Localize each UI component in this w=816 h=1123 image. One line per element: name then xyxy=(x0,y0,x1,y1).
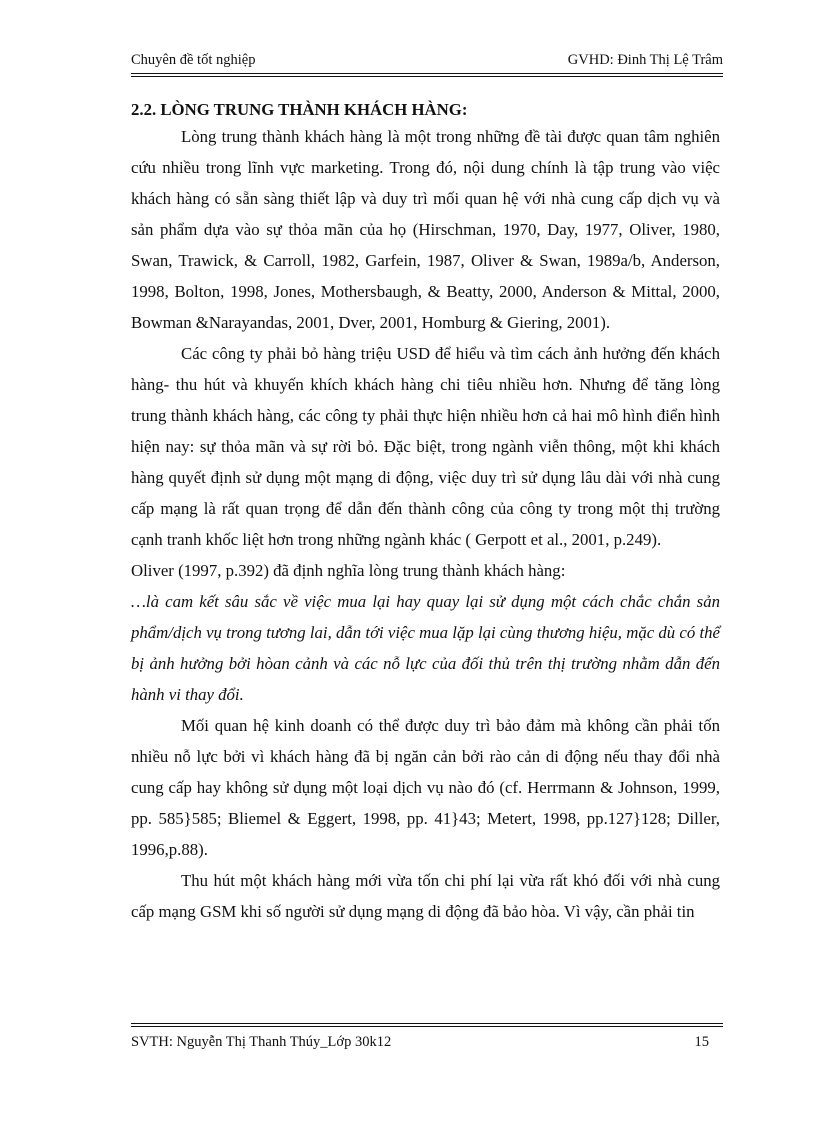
footer-divider xyxy=(131,1023,723,1027)
paragraph-2: Các công ty phải bỏ hàng triệu USD để hiểu và tìm cách ảnh hưởng đến khách hàng- thu hút và khuyến khích khách hàng chi tiêu nhiều hơn. Nhưng để tăng lòng trung thành khách hàng, các công ty phải thực hiện nhiều hơn cả hai mô hình điển hình hiện nay: sự thỏa mãn và sự rời bỏ. Đặc biệt, trong ngành viễn thông, một khi khách hàng quyết định sử dụng một mạng di động, việc duy trì sử dụng lâu dài với nhà cung cấp mạng là rất quan trọng để dẫn đến thành công của công ty trong một thị trường cạnh tranh khốc liệt hơn trong những ngành khác ( Gerpott et al., 2001, p.249). xyxy=(131,344,720,549)
paragraph-3: Oliver (1997, p.392) đã định nghĩa lòng trung thành khách hàng: xyxy=(131,561,566,580)
paragraph-5: Thu hút một khách hàng mới vừa tốn chi phí lại vừa rất khó đối với nhà cung cấp mạng GSM khi số người sử dụng mạng di động đã bảo hòa. Vì vậy, cần phải tin xyxy=(131,871,720,921)
document-body xyxy=(131,99,720,927)
section-heading: 2.2. LÒNG TRUNG THÀNH KHÁCH HÀNG: xyxy=(131,100,468,119)
header-supervisor: GVHD: Đinh Thị Lệ Trâm xyxy=(567,52,723,68)
header-divider xyxy=(131,73,723,77)
paragraph-1: Lòng trung thành khách hàng là một trong những đề tài được quan tâm nghiên cứu nhiều trong lĩnh vực marketing. Trong đó, nội dung chính là tập trung vào việc khách hàng có sẵn sàng thiết lập và duy trì mối quan hệ với nhà cung cấp dịch vụ và sản phẩm dựa vào sự thỏa mãn của họ (Hirschman, 1970, Day, 1977, Oliver, 1980, Swan, Trawick, & Carroll, 1982, Garfein, 1987, Oliver & Swan, 1989a/b, Anderson, 1998, Bolton, 1998, Jones, Mothersbaugh, & Beatty, 2000, Anderson & Mittal, 2000, Bowman &Narayandas, 2001, Dver, 2001, Homburg & Giering, 2001). xyxy=(131,127,720,332)
page-header xyxy=(131,51,723,69)
footer-author: SVTH: Nguyễn Thị Thanh Thúy_Lớp 30k12 xyxy=(131,1034,392,1050)
page-footer xyxy=(131,1033,709,1051)
definition-quote: …là cam kết sâu sắc về việc mua lại hay quay lại sử dụng một cách chắc chắn sản phẩm/dịch vụ trong tương lai, dẫn tới việc mua lặp lại cùng thương hiệu, mặc dù có thể bị ảnh hưởng bởi hòan cảnh và các nỗ lực của đối thủ trên thị trường nhằm dẫn đến hành vi thay đổi. xyxy=(131,592,720,704)
page-number: 15 xyxy=(694,1034,709,1050)
paragraph-4: Mối quan hệ kinh doanh có thể được duy trì bảo đảm mà không cần phải tốn nhiều nỗ lực bởi vì khách hàng đã bị ngăn cản bởi rào cản di động nếu thay đổi nhà cung cấp hay không sử dụng một loại dịch vụ nào đó (cf. Herrmann & Johnson, 1999, pp. 585}585; Bliemel & Eggert, 1998, pp. 41}43; Metert, 1998, pp.127}128; Diller, 1996,p.88). xyxy=(131,716,720,859)
header-title: Chuyên đề tốt nghiệp xyxy=(131,52,256,68)
